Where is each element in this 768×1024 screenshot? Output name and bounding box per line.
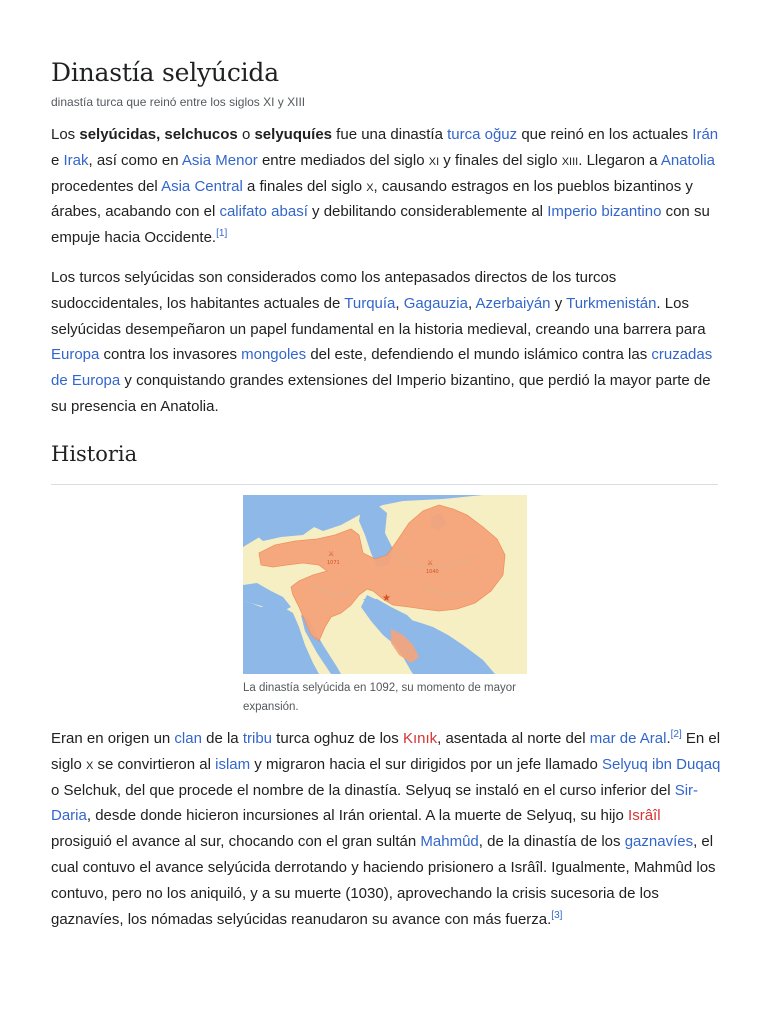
century-numeral: x xyxy=(366,177,374,195)
text: que reinó en los actuales xyxy=(517,126,693,143)
link-califato-abasi[interactable]: califato abasí xyxy=(219,203,308,221)
link-tribu[interactable]: tribu xyxy=(242,730,273,747)
intro-paragraph-1 xyxy=(51,122,721,251)
text: a finales del siglo xyxy=(242,177,367,195)
text: , xyxy=(467,294,476,312)
page-subtitle: dinastía turca que reinó entre los siglos XI y XIII xyxy=(51,95,306,109)
text: . xyxy=(666,730,671,747)
link-anatolia[interactable]: Anatolia xyxy=(660,151,716,169)
link-israil[interactable]: Isrâîl xyxy=(628,807,661,825)
link-iran[interactable]: Irán xyxy=(692,126,719,143)
text: con su empuje hacia Occidente. xyxy=(51,203,710,247)
reference-link-2[interactable]: [2] xyxy=(670,729,682,740)
text: , desde donde hicieron incursiones al Irán oriental. A la muerte de Selyuq, su hijo xyxy=(86,807,629,825)
reference-link-1[interactable]: [1] xyxy=(216,228,228,240)
reference-1 xyxy=(216,228,227,239)
link-azerbaiyan[interactable]: Azerbaiyán xyxy=(475,294,551,312)
text: , el cual contuvo el avance selyúcida derrotando y haciendo prisionero a Isrâîl. Igualmente, Mahmûd los contuvo, pero no los aniquiló, y a su muerte (1030), aprovechando la crisis sucesoria de los gaznavíes, los nómadas selyúcidas reanudaron su avance con más fuerza. xyxy=(51,833,716,928)
link-selyuq-ibn-duqaq[interactable]: Selyuq ibn Duqaq xyxy=(601,755,721,773)
battle-marker-icon: ⚔ xyxy=(427,559,434,567)
text: entre mediados del siglo xyxy=(257,151,429,169)
link-asia-central[interactable]: Asia Central xyxy=(161,177,243,195)
section-divider xyxy=(51,484,718,485)
text: prosiguió el avance al sur, chocando con el gran sultán xyxy=(51,833,421,851)
map-caption: La dinastía selyúcida en 1092, su momento de mayor expansión. xyxy=(243,682,516,713)
map-label-west: 1071 xyxy=(327,560,340,566)
reference-3 xyxy=(551,910,562,921)
map-label-east: 1040 xyxy=(426,569,439,575)
link-gaznavies[interactable]: gaznavíes xyxy=(624,833,694,851)
text: . Los selyúcidas desempeñaron un papel fundamental en la historia medieval, creando una barrera para xyxy=(51,294,706,338)
text: , causando estragos en los pueblos bizantinos y árabes, acabando con el xyxy=(51,177,693,221)
link-sir-daria[interactable]: Sir-Daria xyxy=(51,781,699,825)
text: y xyxy=(550,294,567,312)
text: contra los invasores xyxy=(99,346,242,364)
text: Los xyxy=(51,126,80,143)
link-mar-de-aral[interactable]: mar de Aral xyxy=(589,730,667,747)
text: se convirtieron al xyxy=(93,755,216,773)
link-imperio-bizantino[interactable]: Imperio bizantino xyxy=(547,203,662,221)
link-irak[interactable]: Irak xyxy=(63,151,89,169)
text: Los turcos selyúcidas son considerados como los antepasados directos de los turcos sudoccidentales, los habitantes actuales de xyxy=(51,269,617,312)
intro-paragraph-2 xyxy=(51,265,721,420)
century-numeral: x xyxy=(86,755,94,773)
reference-2 xyxy=(671,729,682,740)
text: En el siglo xyxy=(51,730,721,773)
text: e xyxy=(51,151,64,169)
text: procedentes del xyxy=(51,177,162,195)
text: o Selchuk, del que procede el nombre de la dinastía. Selyuq se instaló en el curso inferior del xyxy=(51,781,675,799)
link-europa[interactable]: Europa xyxy=(51,346,100,364)
battle-marker-icon: ⚔ xyxy=(328,550,335,558)
link-turquia[interactable]: Turquía xyxy=(344,294,396,312)
link-mahmud[interactable]: Mahmûd xyxy=(420,833,479,851)
text: y debilitando considerablemente al xyxy=(307,203,548,221)
text: , asentada al norte del xyxy=(437,730,590,747)
text: y finales del siglo xyxy=(439,151,562,169)
reference-link-3[interactable]: [3] xyxy=(551,909,563,921)
link-kinik[interactable]: Kınık xyxy=(402,730,438,747)
link-turca-oguz[interactable]: turca oğuz xyxy=(447,126,518,143)
text: turca oghuz de los xyxy=(272,730,403,747)
historia-paragraph-1 xyxy=(51,726,721,932)
text: Eran en origen un xyxy=(51,730,175,747)
link-asia-menor[interactable]: Asia Menor xyxy=(181,151,258,169)
bold-term: selyúcidas, selchucos xyxy=(79,126,238,143)
seljuk-empire-map[interactable] xyxy=(243,495,527,674)
section-heading-historia: Historia xyxy=(51,442,138,466)
century-numeral: xi xyxy=(428,151,440,169)
capital-star-icon: ★ xyxy=(382,593,391,604)
link-turkmenistan[interactable]: Turkmenistán xyxy=(566,294,657,312)
text: , de la dinastía de los xyxy=(478,833,625,851)
text: de la xyxy=(201,730,243,747)
map-figure xyxy=(243,495,527,717)
link-clan[interactable]: clan xyxy=(174,730,202,747)
link-cruzadas-de-europa[interactable]: cruzadas de Europa xyxy=(51,346,713,390)
text: , así como en xyxy=(88,151,182,169)
text: y migraron hacia el sur dirigidos por un jefe llamado xyxy=(250,755,602,773)
link-mongoles[interactable]: mongoles xyxy=(241,346,307,364)
page-title: Dinastía selyúcida xyxy=(51,58,279,87)
link-gagauzia[interactable]: Gagauzia xyxy=(403,294,468,312)
text: y conquistando grandes extensiones del Imperio bizantino, que perdió la mayor parte de su presencia en Anatolia. xyxy=(51,372,711,415)
text: fue una dinastía xyxy=(332,126,448,143)
bold-term: selyuquíes xyxy=(254,126,333,143)
text: . Llegaron a xyxy=(578,151,661,169)
text: , xyxy=(395,294,404,312)
century-numeral: xiii xyxy=(561,151,579,169)
text: del este, defendiendo el mundo islámico contra las xyxy=(306,346,652,364)
link-islam[interactable]: islam xyxy=(215,755,251,773)
text: o xyxy=(237,126,255,143)
